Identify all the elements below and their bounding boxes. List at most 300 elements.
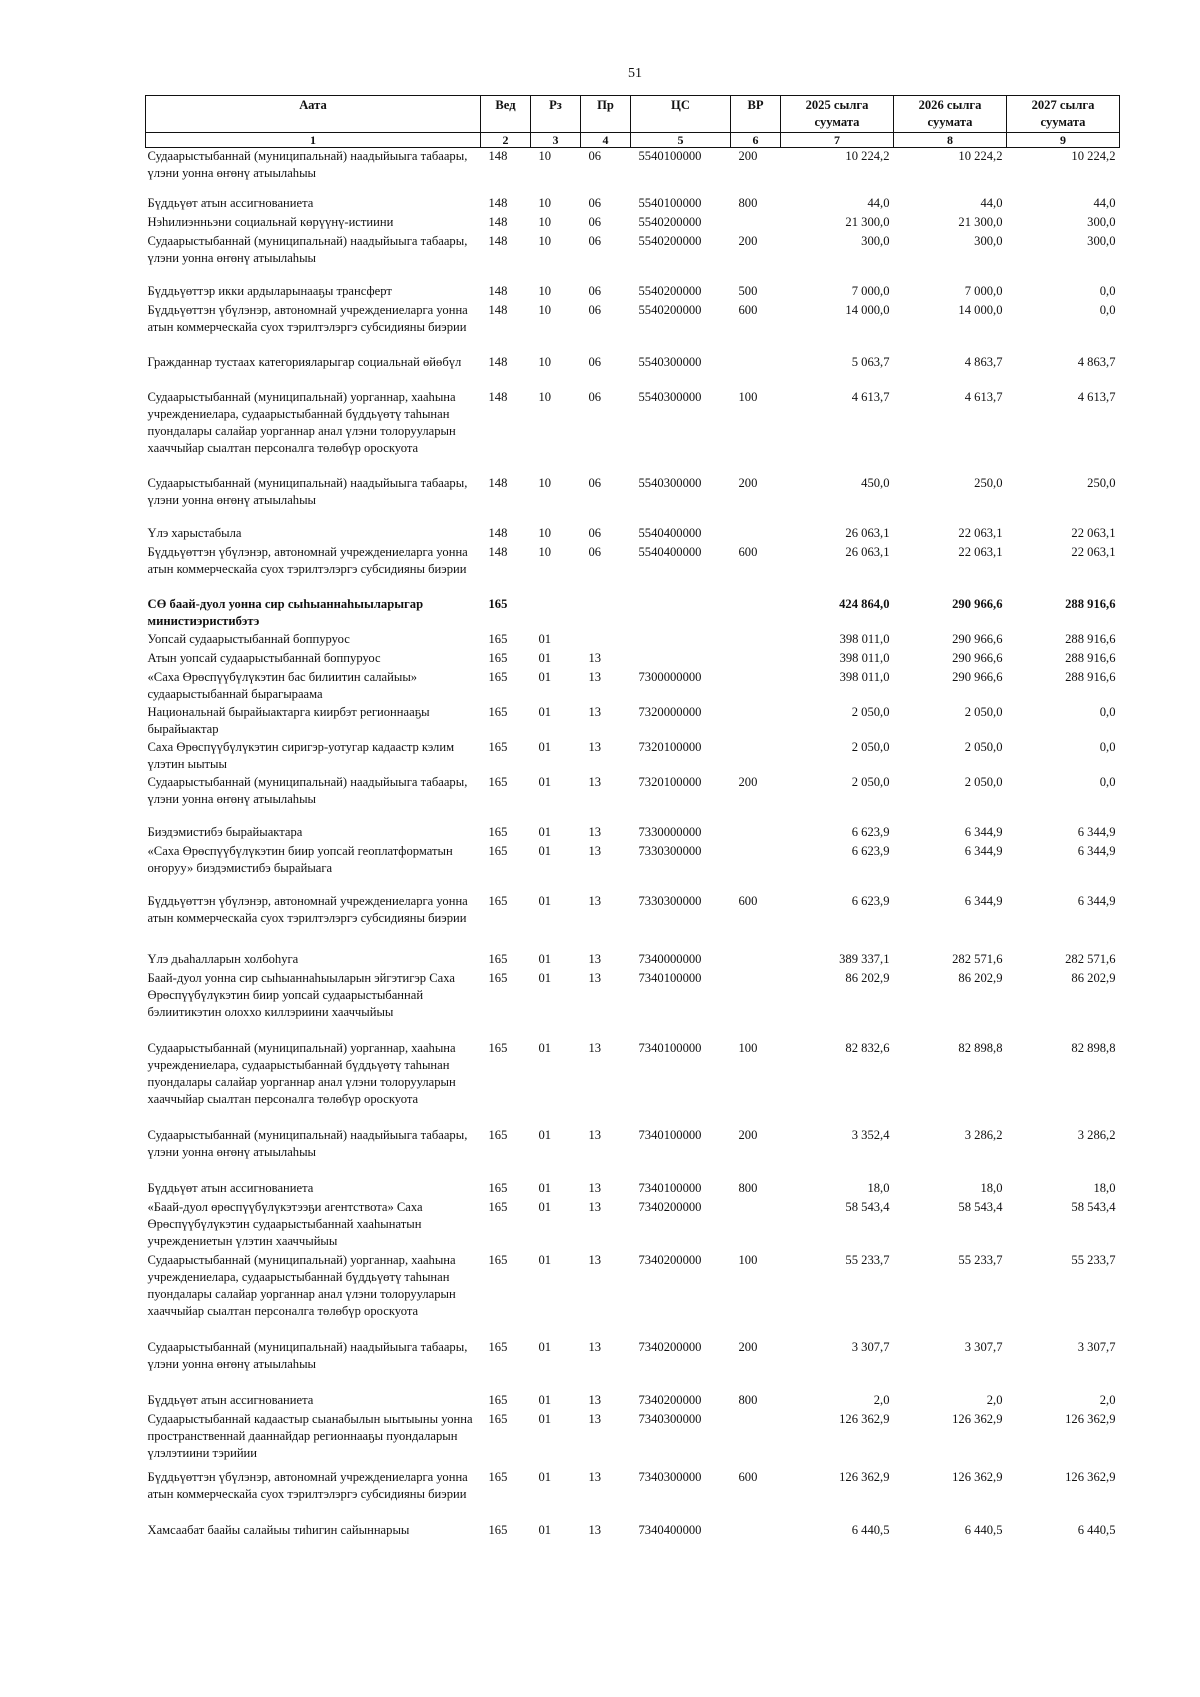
row-cs: 5540200000 — [638, 233, 702, 248]
row-cs: 7330300000 — [638, 893, 702, 908]
row-amount-2027: 18,0 — [1093, 1180, 1116, 1195]
row-amount-2025: 7 000,0 — [851, 283, 890, 298]
row-cs: 5540300000 — [638, 475, 702, 490]
table-row — [146, 843, 1120, 893]
row-amount-2025: 2,0 — [873, 1392, 890, 1407]
row-pr: 13 — [588, 1199, 602, 1214]
row-amount-2025: 126 362,9 — [839, 1469, 890, 1484]
row-ved: 165 — [488, 1411, 508, 1426]
table-row — [146, 739, 1120, 774]
row-ved: 165 — [488, 669, 508, 684]
row-amount-2026: 2 050,0 — [964, 739, 1003, 754]
row-ved: 165 — [488, 739, 508, 754]
row-vr — [731, 631, 781, 650]
row-vr: 200 — [738, 233, 758, 248]
row-pr: 13 — [588, 1392, 602, 1407]
row-ved: 165 — [488, 596, 508, 611]
table-row — [146, 195, 1120, 214]
row-pr: 13 — [588, 1127, 602, 1142]
table-row — [146, 354, 1120, 389]
row-cs: 7340300000 — [638, 1469, 702, 1484]
row-ved: 165 — [488, 1252, 508, 1267]
row-amount-2025: 26 063,1 — [845, 525, 890, 540]
row-amount-2027: 0,0 — [1099, 739, 1116, 754]
row-cs: 7330000000 — [638, 824, 702, 839]
row-rz: 10 — [538, 302, 552, 317]
row-ved: 165 — [488, 650, 508, 665]
row-amount-2025: 6 440,5 — [851, 1522, 890, 1537]
row-pr: 13 — [588, 1180, 602, 1195]
row-amount-2025: 14 000,0 — [845, 302, 890, 317]
row-name: Судаарыстыбаннай (муниципальнай) уорганнар, хааһына учреждениелара, судаарыстыбаннай бүддьүөтү таһынан пуондалары салайар уорганнар анал үлэни толорууларын хааччыйар сыалтан персоналга төлөбүр ороскуота — [147, 1252, 456, 1318]
row-amount-2026: 44,0 — [980, 195, 1003, 210]
row-amount-2026: 126 362,9 — [952, 1411, 1003, 1426]
row-cs: 5540300000 — [638, 389, 702, 404]
row-amount-2027: 58 543,4 — [1071, 1199, 1116, 1214]
row-amount-2026: 10 224,2 — [958, 149, 1003, 163]
row-cs: 5540200000 — [638, 283, 702, 298]
row-amount-2026: 14 000,0 — [958, 302, 1003, 317]
page-number: 51 — [628, 66, 642, 81]
row-rz: 01 — [538, 1522, 552, 1537]
row-rz: 01 — [538, 704, 552, 719]
row-pr: 06 — [588, 544, 602, 559]
row-amount-2026: 6 344,9 — [964, 893, 1003, 908]
row-pr: 13 — [588, 1252, 602, 1267]
row-amount-2025: 18,0 — [867, 1180, 890, 1195]
row-amount-2025: 58 543,4 — [845, 1199, 890, 1214]
row-pr: 06 — [588, 354, 602, 369]
row-amount-2026: 6 344,9 — [964, 843, 1003, 858]
row-name: «Саха Өрөспүүбүлүкэтин бас билиитин салайыы» судаарыстыбаннай бырагыраама — [147, 669, 418, 701]
row-rz: 01 — [538, 1040, 552, 1055]
row-rz: 01 — [538, 631, 552, 646]
table-row — [146, 525, 1120, 544]
row-amount-2026: 290 966,6 — [952, 669, 1003, 684]
table-row — [146, 1522, 1120, 1541]
row-amount-2026: 6 344,9 — [964, 824, 1003, 839]
row-vr: 800 — [738, 195, 758, 210]
row-name: Үлэ харыстабыла — [147, 525, 242, 540]
row-cs: 7340000000 — [638, 951, 702, 966]
row-ved: 165 — [488, 951, 508, 966]
row-pr: 13 — [588, 951, 602, 966]
row-pr: 06 — [588, 149, 602, 163]
row-amount-2027: 300,0 — [1087, 233, 1116, 248]
table-row — [146, 544, 1120, 596]
row-vr — [731, 704, 781, 739]
row-ved: 148 — [488, 389, 508, 404]
row-rz: 10 — [538, 214, 552, 229]
row-pr: 13 — [588, 650, 602, 665]
table-row — [146, 1339, 1120, 1392]
row-pr: 06 — [588, 389, 602, 404]
row-name: Саха Өрөспүүбүлүкэтин сиригэр-уотугар кадаастр кэлим үлэтин ыытыы — [147, 739, 455, 771]
row-name: Гражданнар тустаах категорияларыгар социальнай өйөбүл — [147, 354, 462, 369]
row-amount-2027: 6 344,9 — [1077, 824, 1116, 839]
column-header-pr: Пр — [581, 96, 631, 133]
row-rz: 10 — [538, 195, 552, 210]
row-amount-2025: 389 337,1 — [839, 951, 890, 966]
table-row — [146, 824, 1120, 843]
column-header-2027: 2027 сылга суумата — [1007, 96, 1120, 133]
row-vr: 100 — [738, 1252, 758, 1267]
row-amount-2026: 18,0 — [980, 1180, 1003, 1195]
row-amount-2026: 55 233,7 — [958, 1252, 1003, 1267]
row-rz: 10 — [538, 233, 552, 248]
row-pr: 13 — [588, 669, 602, 684]
row-amount-2027: 82 898,8 — [1071, 1040, 1116, 1055]
row-cs: 7320100000 — [638, 739, 702, 754]
row-amount-2025: 21 300,0 — [845, 214, 890, 229]
column-number: 1 — [146, 133, 481, 148]
row-amount-2026: 2 050,0 — [964, 704, 1003, 719]
column-number: 5 — [631, 133, 731, 148]
row-amount-2026: 2,0 — [986, 1392, 1003, 1407]
row-pr: 13 — [588, 1522, 602, 1537]
column-number: 2 — [481, 133, 531, 148]
row-ved: 165 — [488, 824, 508, 839]
row-rz: 01 — [538, 1411, 552, 1426]
row-amount-2026: 22 063,1 — [958, 544, 1003, 559]
row-name: Судаарыстыбаннай (муниципальнай) наадыйыыга табаары, үлэни уонна өҥөнү атыылаһыы — [147, 233, 468, 265]
row-cs: 7340200000 — [638, 1252, 702, 1267]
row-amount-2025: 3 307,7 — [851, 1339, 890, 1354]
row-name: Бүддьүөттэн үбүлэнэр, автономнай учреждениеларга уонна атын коммерческайа суох тэрилтэлэргэ субсидияны биэрии — [147, 544, 468, 576]
row-amount-2025: 6 623,9 — [851, 843, 890, 858]
column-header-name: Аата — [146, 96, 481, 133]
row-pr: 13 — [588, 824, 602, 839]
row-name: Хамсаабат баайы салайыы тиһигин сайыннарыы — [147, 1522, 410, 1537]
row-amount-2026: 7 000,0 — [964, 283, 1003, 298]
row-vr — [731, 214, 781, 233]
row-cs: 7340300000 — [638, 1411, 702, 1426]
row-name: Судаарыстыбаннай (муниципальнай) уорганнар, хааһына учреждениелара, судаарыстыбаннай бүддьүөтү таһынан пуондалары салайар уорганнар анал үлэни толорууларын хааччыйар сыалтан персоналга төлөбүр ороскуота — [147, 1040, 456, 1106]
row-vr: 200 — [738, 1127, 758, 1142]
table-row — [146, 1180, 1120, 1199]
row-rz: 01 — [538, 1180, 552, 1195]
row-name: «Саха Өрөспүүбүлүкэтин биир уопсай геоплатформатын оҥоруу» биэдэмистибэ бырайыага — [147, 843, 453, 875]
row-name: Бүддьүөттэн үбүлэнэр, автономнай учреждениеларга уонна атын коммерческайа суох тэрилтэлэргэ субсидияны биэрии — [147, 893, 468, 925]
row-name: Судаарыстыбаннай (муниципальнай) наадыйыыга табаары, үлэни уонна өҥөнү атыылаһыы — [147, 774, 468, 806]
row-amount-2026: 3 307,7 — [964, 1339, 1003, 1354]
row-amount-2026: 4 613,7 — [964, 389, 1003, 404]
row-pr: 13 — [588, 843, 602, 858]
table-row — [146, 1392, 1120, 1411]
row-rz: 01 — [538, 1127, 552, 1142]
row-ved: 148 — [488, 283, 508, 298]
row-amount-2027: 22 063,1 — [1071, 525, 1116, 540]
column-number: 7 — [781, 133, 894, 148]
row-vr: 200 — [738, 1339, 758, 1354]
row-vr: 600 — [738, 1469, 758, 1484]
row-cs: 5540400000 — [638, 544, 702, 559]
row-vr — [731, 739, 781, 774]
row-pr: 13 — [588, 739, 602, 754]
row-pr: 13 — [588, 1411, 602, 1426]
row-amount-2026: 2 050,0 — [964, 774, 1003, 789]
row-amount-2025: 55 233,7 — [845, 1252, 890, 1267]
row-amount-2027: 4 863,7 — [1077, 354, 1116, 369]
row-cs: 7340100000 — [638, 970, 702, 985]
row-rz: 10 — [538, 544, 552, 559]
row-amount-2027: 250,0 — [1087, 475, 1116, 490]
column-number: 4 — [581, 133, 631, 148]
row-amount-2025: 398 011,0 — [839, 631, 890, 646]
row-ved: 165 — [488, 1522, 508, 1537]
row-amount-2027: 22 063,1 — [1071, 544, 1116, 559]
row-amount-2027: 44,0 — [1093, 195, 1116, 210]
row-cs: 7320100000 — [638, 774, 702, 789]
row-vr — [731, 843, 781, 893]
row-ved: 165 — [488, 1127, 508, 1142]
row-rz: 01 — [538, 824, 552, 839]
row-vr — [731, 525, 781, 544]
row-vr — [731, 1411, 781, 1469]
row-rz: 01 — [538, 893, 552, 908]
row-ved: 165 — [488, 631, 508, 646]
row-vr: 600 — [738, 893, 758, 908]
budget-table — [145, 95, 1120, 1541]
row-amount-2027: 126 362,9 — [1065, 1411, 1116, 1426]
row-rz: 01 — [538, 739, 552, 754]
table-row — [146, 1127, 1120, 1180]
row-amount-2027: 0,0 — [1099, 302, 1116, 317]
row-name: «Баай-дуол өрөспүүбүлүкэтээҕи агентствота» Саха Өрөспүүбүлүкэтин судаарыстыбаннай хааһынатын учреждениетын үлэтин хааччыйыы — [147, 1199, 423, 1248]
row-amount-2027: 288 916,6 — [1065, 631, 1116, 646]
column-header-vr: ВР — [731, 96, 781, 133]
row-ved: 165 — [488, 1040, 508, 1055]
row-vr: 600 — [738, 302, 758, 317]
row-rz: 01 — [538, 669, 552, 684]
table-row — [146, 1411, 1120, 1469]
column-number-row — [146, 133, 1120, 148]
row-name: Бүддьүөттэн үбүлэнэр, автономнай учреждениеларга уонна атын коммерческайа суох тэрилтэлэргэ субсидияны биэрии — [147, 1469, 468, 1501]
row-ved: 165 — [488, 893, 508, 908]
row-cs: 7340200000 — [638, 1392, 702, 1407]
row-name: Баай-дуол уонна сир сыһыаннаһыыларын эйгэтигэр Саха Өрөспүүбүлүкэтин биир уопсай судаарыстыбаннай бэлиитикэтин олоххо киллэриини хааччыйыы — [147, 970, 455, 1019]
row-vr: 200 — [738, 149, 758, 163]
column-header-cs: ЦС — [631, 96, 731, 133]
row-pr: 13 — [588, 893, 602, 908]
row-cs: 5540100000 — [638, 149, 702, 163]
row-amount-2027: 4 613,7 — [1077, 389, 1116, 404]
row-vr — [731, 951, 781, 970]
row-amount-2025: 5 063,7 — [851, 354, 890, 369]
row-rz: 01 — [538, 774, 552, 789]
table-row — [146, 596, 1120, 631]
row-vr: 600 — [738, 544, 758, 559]
row-amount-2027: 6 344,9 — [1077, 893, 1116, 908]
row-amount-2027: 126 362,9 — [1065, 1469, 1116, 1484]
row-amount-2027: 288 916,6 — [1065, 669, 1116, 684]
table-row — [146, 893, 1120, 951]
row-rz: 10 — [538, 475, 552, 490]
row-cs: 5540200000 — [638, 214, 702, 229]
row-cs: 7340100000 — [638, 1040, 702, 1055]
row-amount-2025: 4 613,7 — [851, 389, 890, 404]
row-amount-2027: 288 916,6 — [1065, 596, 1116, 611]
row-amount-2027: 0,0 — [1099, 283, 1116, 298]
row-ved: 165 — [488, 1180, 508, 1195]
row-pr: 13 — [588, 1339, 602, 1354]
row-cs: 5540100000 — [638, 195, 702, 210]
table-row — [146, 970, 1120, 1040]
row-rz: 01 — [538, 1392, 552, 1407]
table-row — [146, 650, 1120, 669]
row-ved: 165 — [488, 970, 508, 985]
row-ved: 165 — [488, 1392, 508, 1407]
row-ved: 148 — [488, 544, 508, 559]
row-amount-2026: 6 440,5 — [964, 1522, 1003, 1537]
row-amount-2026: 3 286,2 — [964, 1127, 1003, 1142]
row-amount-2025: 450,0 — [861, 475, 890, 490]
row-amount-2026: 250,0 — [974, 475, 1003, 490]
row-pr: 06 — [588, 302, 602, 317]
row-vr — [731, 1522, 781, 1541]
row-cs: 5540400000 — [638, 525, 702, 540]
row-ved: 148 — [488, 354, 508, 369]
table-row — [146, 475, 1120, 525]
row-ved: 165 — [488, 1339, 508, 1354]
row-name: Бүддьүөттэн үбүлэнэр, автономнай учреждениеларга уонна атын коммерческайа суох тэрилтэлэргэ субсидияны биэрии — [147, 302, 468, 334]
row-amount-2027: 55 233,7 — [1071, 1252, 1116, 1267]
row-amount-2025: 82 832,6 — [845, 1040, 890, 1055]
row-ved: 165 — [488, 774, 508, 789]
table-row — [146, 774, 1120, 824]
row-pr: 06 — [588, 233, 602, 248]
row-rz: 10 — [538, 283, 552, 298]
row-vr: 800 — [738, 1180, 758, 1195]
row-vr: 800 — [738, 1392, 758, 1407]
table-row — [146, 1040, 1120, 1127]
row-amount-2025: 2 050,0 — [851, 739, 890, 754]
row-amount-2027: 6 440,5 — [1077, 1522, 1116, 1537]
table-row — [146, 631, 1120, 650]
column-header-2025: 2025 сылга суумата — [781, 96, 894, 133]
row-rz: 01 — [538, 1339, 552, 1354]
row-rz: 10 — [538, 525, 552, 540]
row-vr — [731, 669, 781, 704]
row-vr — [731, 970, 781, 1040]
row-pr: 13 — [588, 970, 602, 985]
row-rz: 01 — [538, 1199, 552, 1214]
row-amount-2025: 86 202,9 — [845, 970, 890, 985]
table-row — [146, 704, 1120, 739]
column-header-ved: Вед — [481, 96, 531, 133]
row-rz: 01 — [538, 951, 552, 966]
row-ved: 165 — [488, 1199, 508, 1214]
row-pr: 06 — [588, 475, 602, 490]
table-row — [146, 669, 1120, 704]
row-amount-2025: 398 011,0 — [839, 669, 890, 684]
header-row — [146, 96, 1120, 133]
row-amount-2027: 3 286,2 — [1077, 1127, 1116, 1142]
column-number: 9 — [1007, 133, 1120, 148]
row-ved: 148 — [488, 233, 508, 248]
row-name: Нэһилиэнньэни социальнай көрүүнү-истиини — [147, 214, 394, 229]
table-row — [146, 1469, 1120, 1522]
row-pr — [581, 631, 631, 650]
row-amount-2025: 44,0 — [867, 195, 890, 210]
row-name: Бүддьүөт атын ассигнованиета — [147, 195, 314, 210]
row-name: Судаарыстыбаннай кадаастыр сыанабылын ыытыыны уонна пространственнай дааннайдар регионнааҕы пуондаларын үлэлэтиини тэрийии — [147, 1411, 473, 1460]
row-amount-2027: 6 344,9 — [1077, 843, 1116, 858]
row-cs: 7300000000 — [638, 669, 702, 684]
row-vr — [731, 596, 781, 631]
row-ved: 148 — [488, 195, 508, 210]
row-amount-2026: 282 571,6 — [952, 951, 1003, 966]
row-pr: 13 — [588, 1040, 602, 1055]
row-name: Национальнай бырайыактарга киирбэт регионнааҕы бырайыактар — [147, 704, 430, 736]
row-ved: 165 — [488, 1469, 508, 1484]
row-name: Судаарыстыбаннай (муниципальнай) уорганнар, хааһына учреждениелара, судаарыстыбаннай бүддьүөтү таһынан пуондалары салайар уорганнар анал үлэни толорууларын хааччыйар сыалтан персоналга төлөбүр ороскуота — [147, 389, 456, 455]
row-amount-2025: 26 063,1 — [845, 544, 890, 559]
row-vr: 100 — [738, 389, 758, 404]
row-pr: 13 — [588, 774, 602, 789]
row-vr: 500 — [738, 283, 758, 298]
row-name: Уопсай судаарыстыбаннай боппуруос — [147, 631, 350, 646]
row-ved: 148 — [488, 475, 508, 490]
row-name: Үлэ дьаһалларын холбоһуга — [147, 951, 299, 966]
row-cs: 5540200000 — [638, 302, 702, 317]
row-amount-2025: 2 050,0 — [851, 704, 890, 719]
row-vr — [731, 650, 781, 669]
row-pr: 06 — [588, 525, 602, 540]
row-name: Судаарыстыбаннай (муниципальнай) наадыйыыга табаары, үлэни уонна өҥөнү атыылаһыы — [147, 149, 468, 180]
row-name: СӨ баай-дуол уонна сир сыһыаннаһыыларыгар министиэристибэтэ — [147, 596, 424, 628]
row-rz: 10 — [538, 354, 552, 369]
row-cs: 7330300000 — [638, 843, 702, 858]
row-amount-2026: 21 300,0 — [958, 214, 1003, 229]
table-row — [146, 233, 1120, 283]
row-pr: 13 — [588, 1469, 602, 1484]
row-amount-2026: 22 063,1 — [958, 525, 1003, 540]
row-cs: 5540300000 — [638, 354, 702, 369]
row-cs: 7340100000 — [638, 1127, 702, 1142]
row-amount-2027: 3 307,7 — [1077, 1339, 1116, 1354]
row-amount-2025: 6 623,9 — [851, 824, 890, 839]
row-cs: 7340200000 — [638, 1339, 702, 1354]
row-cs: 7320000000 — [638, 704, 702, 719]
table-row — [146, 951, 1120, 970]
row-name: Атын уопсай судаарыстыбаннай боппуруос — [147, 650, 381, 665]
row-amount-2027: 288 916,6 — [1065, 650, 1116, 665]
row-amount-2026: 82 898,8 — [958, 1040, 1003, 1055]
row-name: Судаарыстыбаннай (муниципальнай) наадыйыыга табаары, үлэни уонна өҥөнү атыылаһыы — [147, 1339, 468, 1371]
row-cs: 7340400000 — [638, 1522, 702, 1537]
row-name: Бүддьүөттэр икки ардыларынааҕы трансферт — [147, 283, 392, 298]
row-amount-2026: 290 966,6 — [952, 596, 1003, 611]
row-rz — [531, 596, 581, 631]
row-ved: 148 — [488, 214, 508, 229]
row-amount-2027: 0,0 — [1099, 704, 1116, 719]
row-vr — [731, 354, 781, 389]
row-amount-2026: 290 966,6 — [952, 650, 1003, 665]
row-pr: 06 — [588, 214, 602, 229]
column-header-2026: 2026 сылга суумата — [894, 96, 1007, 133]
row-pr — [581, 596, 631, 631]
table-row — [146, 148, 1120, 195]
column-number: 8 — [894, 133, 1007, 148]
row-rz: 01 — [538, 1469, 552, 1484]
row-rz: 01 — [538, 650, 552, 665]
row-ved: 148 — [488, 525, 508, 540]
row-name: Бүддьүөт атын ассигнованиета — [147, 1180, 314, 1195]
row-amount-2027: 300,0 — [1087, 214, 1116, 229]
row-pr: 06 — [588, 195, 602, 210]
row-amount-2027: 0,0 — [1099, 774, 1116, 789]
